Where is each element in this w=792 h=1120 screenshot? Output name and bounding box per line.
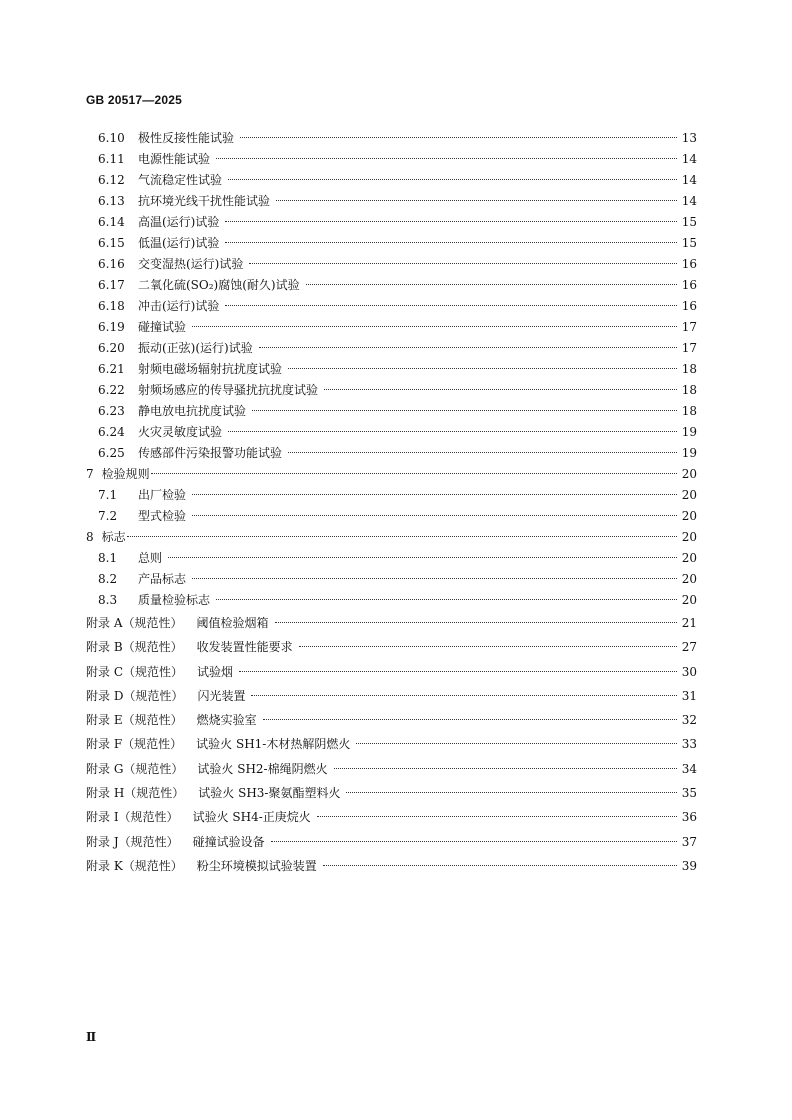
toc-entry-number: 6.16 [98, 257, 125, 271]
toc-entry-page: 19 [681, 425, 697, 439]
toc-entry-title: 碰撞试验 [138, 320, 187, 334]
toc-entry-page: 16 [681, 278, 697, 292]
toc-entry-title: 气流稳定性试验 [138, 173, 223, 187]
toc-entry-number: 附录 G（规范性） [86, 761, 184, 776]
toc-entry-title: 低温(运行)试验 [138, 236, 220, 250]
dot-leader [252, 410, 677, 411]
toc-appendix-entry[interactable] [0, 830, 792, 854]
toc-entry-number: 6.11 [98, 152, 125, 166]
toc-entry-page: 17 [681, 341, 697, 355]
toc-entry-number: 6.23 [98, 404, 125, 418]
toc-entry-page: 17 [681, 320, 697, 334]
dot-leader [225, 242, 676, 243]
toc-entry-page: 18 [681, 362, 697, 376]
toc-entry-number: 6.19 [98, 320, 125, 334]
toc-entry-page: 18 [681, 383, 697, 397]
toc-entry-page: 20 [681, 572, 697, 586]
dot-leader [288, 368, 677, 369]
toc-entry-page: 21 [681, 616, 697, 630]
toc-entry-number: 附录 C（规范性） [86, 664, 183, 679]
toc-entry[interactable] [0, 590, 792, 611]
toc-entry-title: 出厂检验 [138, 488, 187, 502]
toc-entry-page: 20 [681, 467, 697, 481]
toc-entry[interactable] [0, 485, 792, 506]
toc-entry-number: 8.3 [98, 593, 118, 607]
toc-entry-page: 14 [681, 152, 697, 166]
toc-appendix-entry[interactable] [0, 660, 792, 684]
toc-entry-number: 6.22 [98, 383, 125, 397]
toc-entry[interactable] [0, 401, 792, 422]
toc-entry[interactable] [0, 170, 792, 191]
toc-entry-page: 20 [681, 551, 697, 565]
toc-entry-title: 传感部件污染报警功能试验 [138, 446, 283, 460]
dot-leader [306, 284, 677, 285]
dot-leader [192, 326, 677, 327]
toc-entry-number: 6.17 [98, 278, 125, 292]
dot-leader [275, 622, 677, 623]
dot-leader [192, 578, 677, 579]
toc-entry-page: 31 [681, 688, 697, 703]
toc-entry-number: 6.25 [98, 446, 125, 460]
dot-leader [271, 841, 677, 842]
page-number: Ⅱ [86, 1030, 97, 1044]
toc-entry-number: 6.12 [98, 173, 125, 187]
toc-entry-title: 试验烟 [197, 664, 234, 679]
toc-entry-page: 20 [681, 509, 697, 523]
toc-entry-page: 14 [681, 194, 697, 208]
toc-entry[interactable] [0, 149, 792, 170]
table-of-contents [0, 128, 792, 878]
toc-entry-title: 闪光装置 [197, 688, 246, 703]
toc-entry[interactable] [0, 464, 792, 485]
toc-entry-title: 质量检验标志 [138, 593, 211, 607]
toc-entry-title: 极性反接性能试验 [138, 131, 235, 145]
toc-entry-page: 13 [681, 131, 697, 145]
toc-entry-page: 16 [681, 299, 697, 313]
toc-entry[interactable] [0, 233, 792, 254]
toc-entry-title: 交变湿热(运行)试验 [138, 257, 244, 271]
toc-entry[interactable] [0, 128, 792, 149]
toc-entry[interactable] [0, 338, 792, 359]
dot-leader [276, 200, 677, 201]
toc-entry-page: 16 [681, 257, 697, 271]
dot-leader [168, 557, 677, 558]
toc-entry-title: 检验规则 [101, 467, 150, 481]
toc-entry-title: 总则 [138, 551, 163, 565]
toc-entry[interactable] [0, 506, 792, 527]
toc-entry-page: 14 [681, 173, 697, 187]
toc-entry-number: 6.13 [98, 194, 125, 208]
toc-entry-title: 燃烧实验室 [196, 713, 257, 728]
toc-entry[interactable] [0, 254, 792, 275]
toc-entry-page: 27 [681, 640, 697, 655]
toc-entry-title: 高温(运行)试验 [138, 215, 220, 229]
toc-entry-number: 附录 I（规范性） [86, 810, 179, 825]
toc-appendix-entry[interactable] [0, 684, 792, 708]
toc-appendix-entry[interactable] [0, 732, 792, 756]
dot-leader [225, 221, 676, 222]
toc-entry[interactable] [0, 548, 792, 569]
toc-entry[interactable] [0, 191, 792, 212]
dot-leader [192, 515, 677, 516]
toc-appendix-entry[interactable] [0, 757, 792, 781]
toc-entry-page: 15 [681, 215, 697, 229]
toc-entry-page: 18 [681, 404, 697, 418]
dot-leader [249, 263, 676, 264]
toc-entry-title: 抗环境光线干扰性能试验 [138, 194, 271, 208]
dot-leader [251, 695, 676, 696]
toc-entry-number: 附录 F（规范性） [86, 737, 183, 752]
toc-entry-number: 7 [86, 467, 94, 481]
toc-entry[interactable] [0, 359, 792, 380]
toc-entry-number: 附录 H（规范性） [86, 786, 185, 801]
toc-entry-title: 型式检验 [138, 509, 187, 523]
toc-appendix-entry[interactable] [0, 708, 792, 732]
toc-entry-number: 7.1 [98, 488, 118, 502]
toc-entry-title: 粉尘环境模拟试验装置 [196, 858, 317, 873]
toc-entry[interactable] [0, 296, 792, 317]
toc-entry[interactable] [0, 527, 792, 548]
toc-entry-number: 6.24 [98, 425, 125, 439]
toc-entry-title: 二氧化硫(SO₂)腐蚀(耐久)试验 [138, 278, 300, 292]
toc-entry-number: 6.14 [98, 215, 125, 229]
toc-entry[interactable] [0, 380, 792, 401]
toc-entry[interactable] [0, 317, 792, 338]
dot-leader [127, 536, 677, 537]
toc-entry-number: 8.2 [98, 572, 118, 586]
toc-entry-title: 振动(正弦)(运行)试验 [138, 341, 253, 355]
toc-entry-number: 6.18 [98, 299, 125, 313]
toc-entry-title: 标志 [101, 530, 126, 544]
toc-entry-title: 试验火 SH3-聚氨酯塑料火 [198, 786, 341, 801]
toc-entry[interactable] [0, 569, 792, 590]
toc-entry-title: 碰撞试验设备 [192, 834, 265, 849]
dot-leader [324, 389, 677, 390]
toc-entry-title: 收发装置性能要求 [196, 640, 293, 655]
toc-entry-page: 32 [681, 713, 697, 728]
toc-entry-number: 附录 E（规范性） [86, 713, 183, 728]
dot-leader [299, 646, 677, 647]
dot-leader [239, 671, 677, 672]
toc-entry-page: 15 [681, 236, 697, 250]
toc-entry-title: 试验火 SH4-正庚烷火 [192, 810, 311, 825]
toc-entry-page: 20 [681, 488, 697, 502]
toc-entry-title: 射频电磁场辐射抗扰度试验 [138, 362, 283, 376]
toc-entry-title: 静电放电抗扰度试验 [138, 404, 247, 418]
dot-leader [228, 431, 677, 432]
dot-leader [240, 137, 677, 138]
toc-entry[interactable] [0, 422, 792, 443]
toc-entry-number: 6.20 [98, 341, 125, 355]
toc-entry-title: 阈值检验烟箱 [196, 616, 269, 630]
dot-leader [216, 599, 677, 600]
dot-leader [356, 743, 676, 744]
toc-entry-page: 36 [681, 810, 697, 825]
toc-entry-title: 射频场感应的传导骚扰抗扰度试验 [138, 383, 319, 397]
toc-entry-number: 8.1 [98, 551, 118, 565]
dot-leader [228, 179, 677, 180]
toc-entry-title: 冲击(运行)试验 [138, 299, 220, 313]
dot-leader [151, 473, 677, 474]
toc-entry-page: 30 [681, 664, 697, 679]
toc-appendix-entry[interactable] [0, 854, 792, 878]
toc-entry-number: 8 [86, 530, 94, 544]
document-code: GB 20517—2025 [86, 93, 182, 107]
toc-entry-number: 附录 D（规范性） [86, 688, 184, 703]
toc-entry-page: 35 [681, 786, 697, 801]
dot-leader [216, 158, 677, 159]
toc-appendix-entry[interactable] [0, 781, 792, 805]
dot-leader [323, 865, 677, 866]
toc-entry-page: 33 [681, 737, 697, 752]
toc-appendix-entry[interactable] [0, 805, 792, 829]
toc-entry-title: 试验火 SH1-木材热解阴燃火 [196, 737, 351, 752]
toc-entry-page: 39 [681, 858, 697, 873]
toc-entry-number: 6.21 [98, 362, 125, 376]
toc-entry-title: 电源性能试验 [138, 152, 211, 166]
toc-entry-title: 产品标志 [138, 572, 187, 586]
toc-entry-number: 附录 J（规范性） [86, 834, 179, 849]
toc-entry-page: 34 [681, 761, 697, 776]
toc-entry-title: 试验火 SH2-棉绳阴燃火 [197, 761, 328, 776]
toc-entry-page: 20 [681, 593, 697, 607]
toc-entry-title: 火灾灵敏度试验 [138, 425, 223, 439]
toc-entry-number: 6.10 [98, 131, 125, 145]
toc-entry-number: 附录 K（规范性） [86, 858, 183, 873]
toc-entry-page: 20 [681, 530, 697, 544]
toc-entry[interactable] [0, 212, 792, 233]
dot-leader [225, 305, 676, 306]
toc-entry[interactable] [0, 443, 792, 464]
toc-entry-number: 附录 A（规范性） [86, 616, 183, 630]
dot-leader [192, 494, 677, 495]
dot-leader [346, 792, 676, 793]
toc-entry-number: 7.2 [98, 509, 118, 523]
dot-leader [259, 347, 677, 348]
dot-leader [288, 452, 677, 453]
toc-entry-number: 6.15 [98, 236, 125, 250]
toc-entry[interactable] [0, 275, 792, 296]
dot-leader [317, 816, 677, 817]
toc-appendix-entry[interactable] [0, 635, 792, 659]
toc-appendix-entry[interactable] [0, 611, 792, 635]
dot-leader [334, 768, 677, 769]
dot-leader [263, 719, 677, 720]
toc-entry-page: 19 [681, 446, 697, 460]
toc-entry-number: 附录 B（规范性） [86, 640, 183, 655]
toc-entry-page: 37 [681, 834, 697, 849]
